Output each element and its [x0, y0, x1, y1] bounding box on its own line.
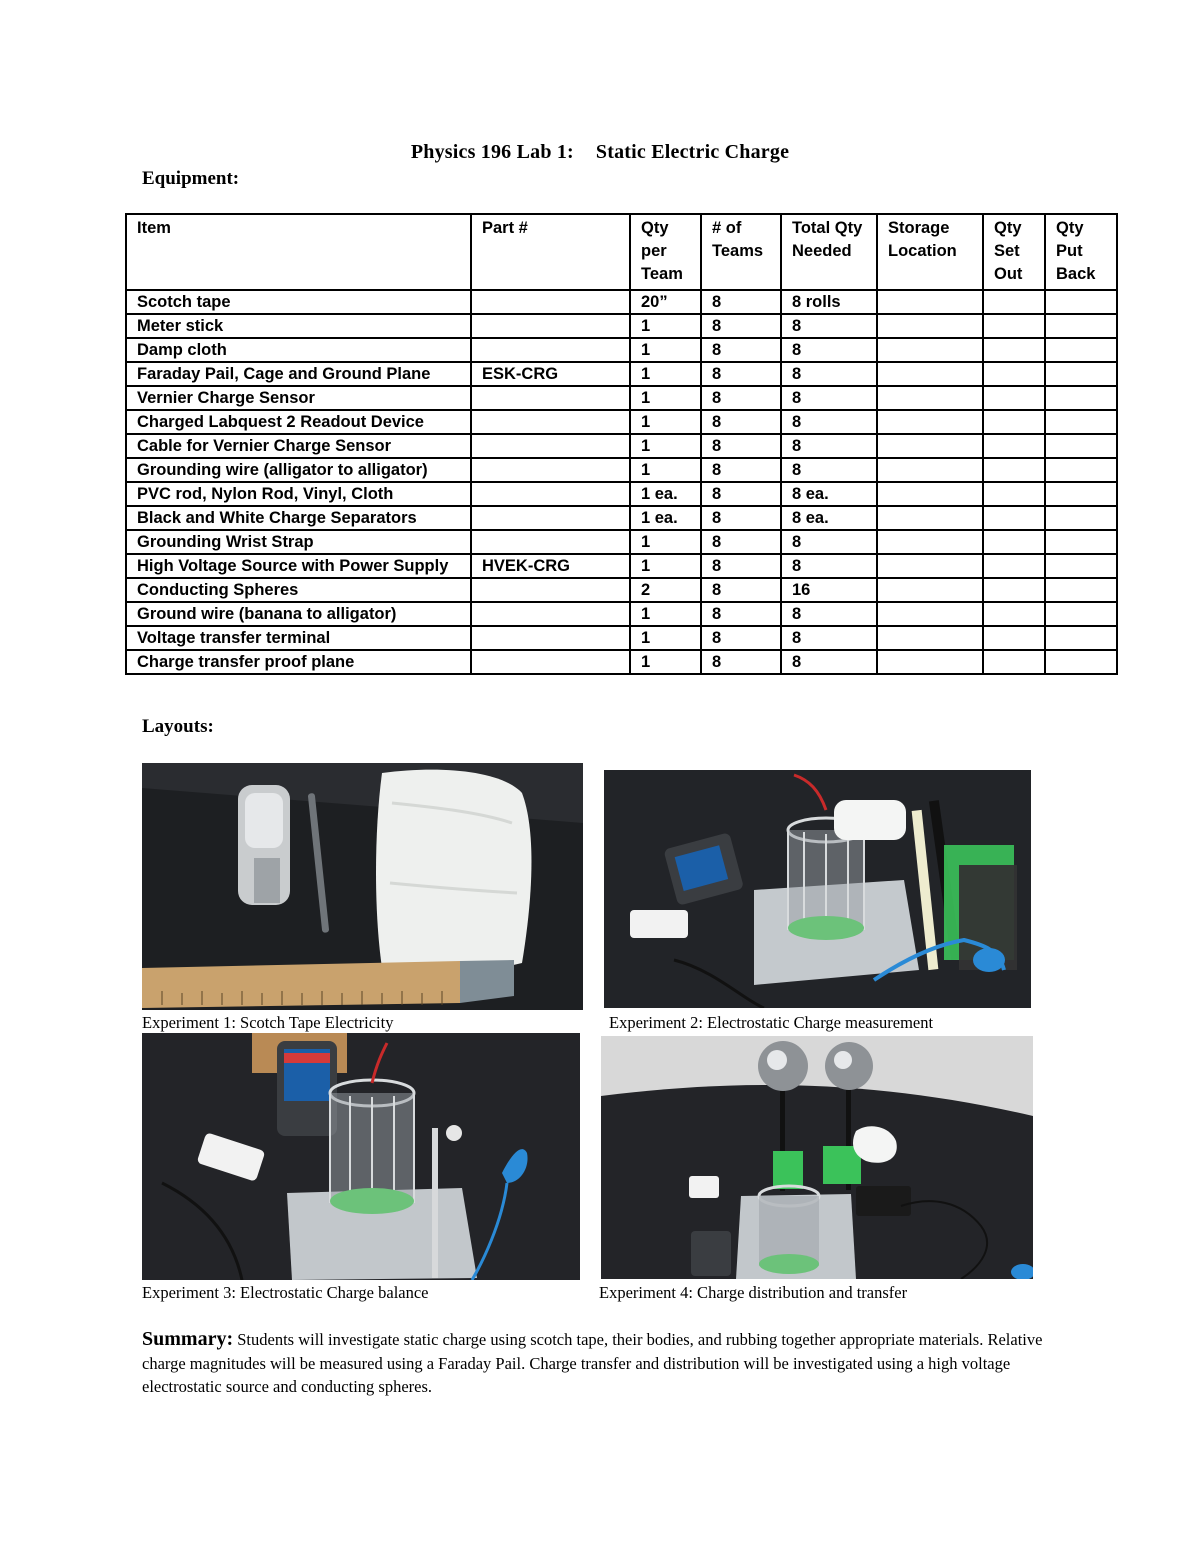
cell-number-of-teams: 8	[701, 650, 781, 674]
cell-item: Charged Labquest 2 Readout Device	[126, 410, 471, 434]
cell-storage-location	[877, 410, 983, 434]
cell-qty-put-back	[1045, 290, 1117, 314]
summary-label: Summary:	[142, 1328, 234, 1350]
cell-qty-per-team: 1 ea.	[630, 506, 701, 530]
cell-qty-per-team: 1	[630, 362, 701, 386]
cell-qty-set-out	[983, 410, 1045, 434]
equipment-table	[125, 213, 1118, 675]
cell-item: Ground wire (banana to alligator)	[126, 602, 471, 626]
cell-total-qty: 8 rolls	[781, 290, 877, 314]
header-storage-location: Storage Location	[877, 214, 983, 290]
cell-qty-set-out	[983, 386, 1045, 410]
table-row	[126, 434, 1117, 458]
cell-qty-per-team: 1	[630, 458, 701, 482]
cell-part-number	[471, 458, 630, 482]
cell-part-number	[471, 578, 630, 602]
cell-number-of-teams: 8	[701, 290, 781, 314]
table-row	[126, 338, 1117, 362]
cell-total-qty: 8	[781, 314, 877, 338]
cell-total-qty: 8	[781, 338, 877, 362]
cell-total-qty: 8	[781, 602, 877, 626]
cell-qty-put-back	[1045, 386, 1117, 410]
experiment-3-photo	[142, 1033, 580, 1280]
table-row	[126, 362, 1117, 386]
cell-part-number	[471, 482, 630, 506]
table-row	[126, 650, 1117, 674]
cell-total-qty: 16	[781, 578, 877, 602]
cell-number-of-teams: 8	[701, 410, 781, 434]
table-row	[126, 386, 1117, 410]
cell-number-of-teams: 8	[701, 362, 781, 386]
cell-qty-per-team: 1	[630, 602, 701, 626]
table-row	[126, 482, 1117, 506]
cell-item: Voltage transfer terminal	[126, 626, 471, 650]
table-row	[126, 626, 1117, 650]
cell-qty-set-out	[983, 362, 1045, 386]
experiment-2-caption: Experiment 2: Electrostatic Charge measurement	[609, 1013, 934, 1032]
cell-number-of-teams: 8	[701, 602, 781, 626]
cell-qty-per-team: 1 ea.	[630, 482, 701, 506]
cell-qty-set-out	[983, 554, 1045, 578]
cell-qty-per-team: 1	[630, 434, 701, 458]
experiment-4-photo	[601, 1036, 1033, 1279]
cell-total-qty: 8	[781, 386, 877, 410]
cell-item: Vernier Charge Sensor	[126, 386, 471, 410]
cell-qty-put-back	[1045, 602, 1117, 626]
cell-item: PVC rod, Nylon Rod, Vinyl, Cloth	[126, 482, 471, 506]
cell-total-qty: 8	[781, 362, 877, 386]
cell-part-number: HVEK-CRG	[471, 554, 630, 578]
cell-total-qty: 8	[781, 458, 877, 482]
table-header-row	[126, 214, 1117, 290]
cell-qty-put-back	[1045, 338, 1117, 362]
title-part-1: Physics 196 Lab 1:	[410, 141, 574, 163]
table-row	[126, 602, 1117, 626]
cell-qty-per-team: 20”	[630, 290, 701, 314]
cell-qty-set-out	[983, 602, 1045, 626]
cell-storage-location	[877, 554, 983, 578]
cell-qty-set-out	[983, 482, 1045, 506]
cell-part-number	[471, 602, 630, 626]
cell-storage-location	[877, 434, 983, 458]
cell-part-number	[471, 290, 630, 314]
cell-qty-put-back	[1045, 482, 1117, 506]
cell-part-number	[471, 386, 630, 410]
header-qty-per-team: Qty per Team	[630, 214, 701, 290]
cell-qty-set-out	[983, 530, 1045, 554]
cell-total-qty: 8	[781, 530, 877, 554]
cell-item: Faraday Pail, Cage and Ground Plane	[126, 362, 471, 386]
table-row	[126, 314, 1117, 338]
summary-text: Students will investigate static charge using scotch tape, their bodies, and rubbing together appropriate materials. Relative charge magnitudes will be measured using a Faraday Pail. Charge transfer and distribution will be investigated using a high voltage electrostatic source and conducting spheres.	[142, 1330, 1043, 1396]
cell-item: Conducting Spheres	[126, 578, 471, 602]
cell-number-of-teams: 8	[701, 530, 781, 554]
cell-qty-put-back	[1045, 626, 1117, 650]
cell-qty-per-team: 1	[630, 554, 701, 578]
cell-storage-location	[877, 386, 983, 410]
experiment-1-photo	[142, 763, 583, 1010]
cell-qty-put-back	[1045, 650, 1117, 674]
table-row	[126, 290, 1117, 314]
cell-qty-put-back	[1045, 578, 1117, 602]
cell-total-qty: 8	[781, 434, 877, 458]
cell-qty-set-out	[983, 626, 1045, 650]
cell-part-number	[471, 530, 630, 554]
cell-number-of-teams: 8	[701, 434, 781, 458]
cell-qty-per-team: 1	[630, 386, 701, 410]
cell-storage-location	[877, 338, 983, 362]
cell-item: Scotch tape	[126, 290, 471, 314]
cell-item: Charge transfer proof plane	[126, 650, 471, 674]
cell-storage-location	[877, 650, 983, 674]
cell-qty-per-team: 2	[630, 578, 701, 602]
cell-item: Black and White Charge Separators	[126, 506, 471, 530]
cell-qty-set-out	[983, 650, 1045, 674]
experiment-4-caption: Experiment 4: Charge distribution and transfer	[599, 1283, 908, 1302]
cell-storage-location	[877, 290, 983, 314]
table-row	[126, 530, 1117, 554]
cell-part-number	[471, 650, 630, 674]
cell-item: Grounding Wrist Strap	[126, 530, 471, 554]
cell-qty-put-back	[1045, 554, 1117, 578]
cell-number-of-teams: 8	[701, 314, 781, 338]
cell-number-of-teams: 8	[701, 554, 781, 578]
experiment-1-caption: Experiment 1: Scotch Tape Electricity	[142, 1013, 394, 1032]
document-title	[0, 141, 1200, 164]
cell-total-qty: 8	[781, 626, 877, 650]
header-number-of-teams: # of Teams	[701, 214, 781, 290]
cell-part-number: ESK-CRG	[471, 362, 630, 386]
cell-part-number	[471, 338, 630, 362]
cell-qty-put-back	[1045, 410, 1117, 434]
equipment-heading: Equipment:	[142, 168, 240, 189]
cell-qty-put-back	[1045, 434, 1117, 458]
cell-storage-location	[877, 602, 983, 626]
header-item: Item	[126, 214, 471, 290]
cell-storage-location	[877, 458, 983, 482]
cell-storage-location	[877, 506, 983, 530]
cell-number-of-teams: 8	[701, 386, 781, 410]
table-row	[126, 578, 1117, 602]
cell-qty-per-team: 1	[630, 314, 701, 338]
cell-total-qty: 8 ea.	[781, 482, 877, 506]
cell-part-number	[471, 434, 630, 458]
cell-number-of-teams: 8	[701, 482, 781, 506]
cell-qty-set-out	[983, 458, 1045, 482]
cell-number-of-teams: 8	[701, 626, 781, 650]
cell-qty-set-out	[983, 314, 1045, 338]
cell-qty-set-out	[983, 434, 1045, 458]
cell-number-of-teams: 8	[701, 338, 781, 362]
cell-part-number	[471, 410, 630, 434]
cell-item: Cable for Vernier Charge Sensor	[126, 434, 471, 458]
cell-number-of-teams: 8	[701, 458, 781, 482]
cell-number-of-teams: 8	[701, 506, 781, 530]
cell-qty-per-team: 1	[630, 410, 701, 434]
cell-qty-per-team: 1	[630, 650, 701, 674]
cell-qty-set-out	[983, 578, 1045, 602]
cell-storage-location	[877, 482, 983, 506]
cell-storage-location	[877, 314, 983, 338]
cell-part-number	[471, 626, 630, 650]
header-total-qty: Total Qty Needed	[781, 214, 877, 290]
cell-qty-put-back	[1045, 362, 1117, 386]
cell-item: Damp cloth	[126, 338, 471, 362]
cell-item: High Voltage Source with Power Supply	[126, 554, 471, 578]
layouts-heading: Layouts:	[142, 716, 214, 737]
cell-total-qty: 8	[781, 554, 877, 578]
cell-qty-set-out	[983, 338, 1045, 362]
header-qty-put-back: Qty Put Back	[1045, 214, 1117, 290]
cell-storage-location	[877, 362, 983, 386]
header-qty-set-out: Qty Set Out	[983, 214, 1045, 290]
cell-number-of-teams: 8	[701, 578, 781, 602]
cell-qty-per-team: 1	[630, 338, 701, 362]
table-row	[126, 458, 1117, 482]
summary-paragraph	[142, 1328, 1062, 1399]
cell-storage-location	[877, 578, 983, 602]
experiment-3-caption: Experiment 3: Electrostatic Charge balance	[142, 1283, 429, 1302]
cell-total-qty: 8	[781, 650, 877, 674]
cell-item: Meter stick	[126, 314, 471, 338]
cell-qty-put-back	[1045, 458, 1117, 482]
table-row	[126, 410, 1117, 434]
cell-part-number	[471, 314, 630, 338]
cell-qty-set-out	[983, 506, 1045, 530]
cell-total-qty: 8	[781, 410, 877, 434]
cell-total-qty: 8 ea.	[781, 506, 877, 530]
cell-qty-per-team: 1	[630, 530, 701, 554]
cell-qty-per-team: 1	[630, 626, 701, 650]
table-row	[126, 554, 1117, 578]
table-row	[126, 506, 1117, 530]
cell-qty-put-back	[1045, 314, 1117, 338]
cell-qty-set-out	[983, 290, 1045, 314]
cell-storage-location	[877, 530, 983, 554]
cell-storage-location	[877, 626, 983, 650]
experiment-2-photo	[604, 770, 1031, 1008]
title-part-2: Static Electric Charge	[595, 141, 790, 163]
cell-item: Grounding wire (alligator to alligator)	[126, 458, 471, 482]
cell-qty-put-back	[1045, 530, 1117, 554]
cell-qty-put-back	[1045, 506, 1117, 530]
cell-part-number	[471, 506, 630, 530]
header-part-number: Part #	[471, 214, 630, 290]
